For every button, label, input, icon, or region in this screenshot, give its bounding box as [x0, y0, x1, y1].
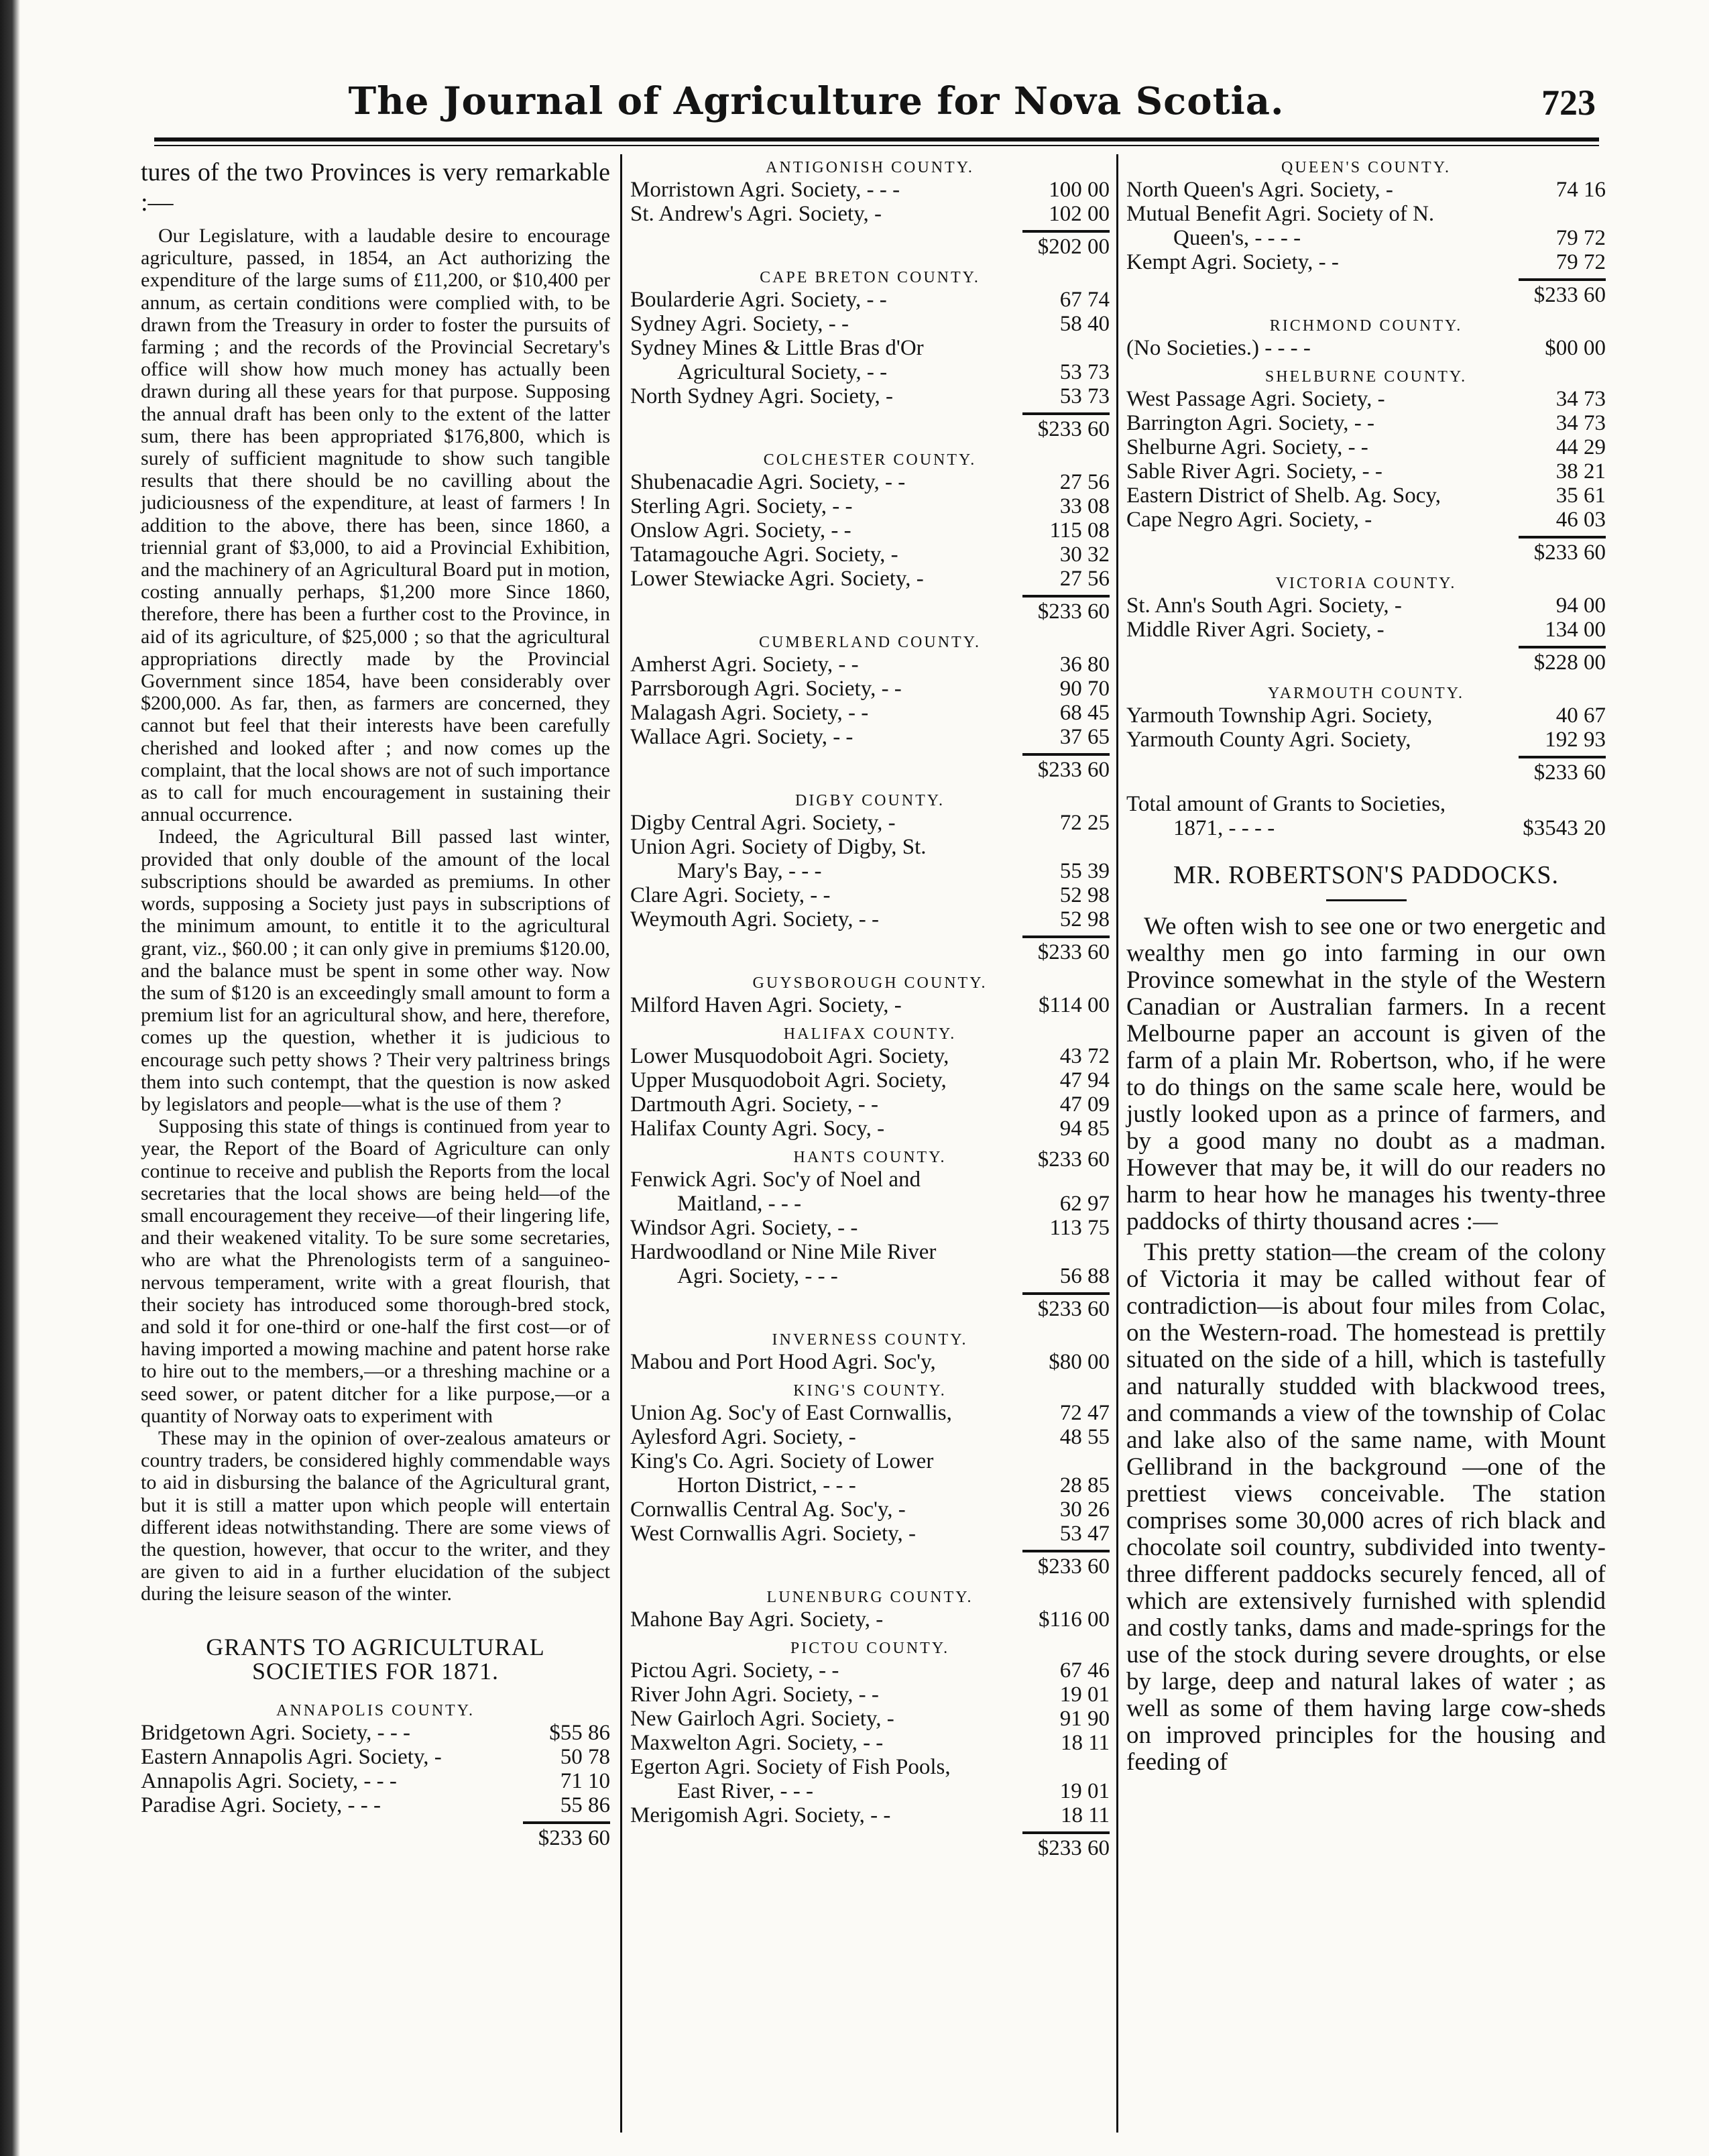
- county-name: VICTORIA COUNTY.: [1275, 575, 1457, 592]
- grand-total-label: Total amount of Grants to Societies,: [1126, 792, 1446, 816]
- column-left: [141, 158, 610, 1852]
- grant-amount: 79 72: [1555, 250, 1606, 274]
- grant-amount: 43 72: [1059, 1044, 1110, 1068]
- grant-table: [1126, 387, 1606, 532]
- grant-row: [630, 1779, 1110, 1803]
- grant-row: [1126, 703, 1606, 728]
- society-name: Merigomish Agri. Society, - -: [630, 1803, 891, 1827]
- grant-row: [630, 993, 1110, 1017]
- grant-amount: 46 03: [1555, 508, 1606, 532]
- society-name: Clare Agri. Society, - -: [630, 883, 831, 907]
- grant-row: [141, 1769, 610, 1793]
- grant-row: [1126, 508, 1606, 532]
- grant-amount: 50 78: [560, 1744, 610, 1769]
- grant-amount: 52 98: [1059, 883, 1110, 907]
- grant-amount: [1022, 1449, 1110, 1473]
- grand-total: [1126, 792, 1606, 840]
- grant-row: [141, 1721, 610, 1745]
- grand-total-amount: $3543 20: [1523, 816, 1606, 840]
- society-name: King's Co. Agri. Society of Lower: [630, 1449, 934, 1473]
- grant-amount: 18 11: [1060, 1731, 1110, 1755]
- county-name: HALIFAX COUNTY.: [783, 1025, 957, 1043]
- county-total: $233 60: [1533, 283, 1606, 307]
- society-name: Horton District, - - -: [677, 1473, 856, 1497]
- grant-amount: 192 93: [1545, 728, 1606, 752]
- grant-row: [630, 360, 1110, 384]
- grant-amount: 56 88: [1059, 1264, 1110, 1288]
- grant-row: [1126, 336, 1606, 360]
- grant-amount: 55 39: [1059, 859, 1110, 883]
- grant-row: [630, 677, 1110, 701]
- county-name: CUMBERLAND COUNTY.: [759, 634, 981, 651]
- grant-row: [630, 1092, 1110, 1117]
- society-name: Mabou and Port Hood Agri. Soc'y,: [630, 1350, 936, 1374]
- county-block: [1126, 158, 1606, 309]
- grant-row: [1126, 435, 1606, 459]
- county-block: [630, 1147, 1110, 1323]
- grant-row: [630, 178, 1110, 202]
- grant-amount: 47 94: [1059, 1068, 1110, 1092]
- county-block: [630, 450, 1110, 626]
- grant-amount: 100 00: [1049, 178, 1110, 202]
- grant-amount: $116 00: [1038, 1607, 1110, 1632]
- grant-row: [630, 336, 1110, 360]
- grant-amount: 19 01: [1059, 1779, 1110, 1803]
- society-name: West Cornwallis Agri. Society, -: [630, 1522, 916, 1546]
- county-name: COLCHESTER COUNTY.: [763, 451, 977, 469]
- grant-amount: 30 32: [1059, 543, 1110, 567]
- society-name: Boularderie Agri. Society, - -: [630, 288, 887, 312]
- county-block: [630, 632, 1110, 784]
- county-block: [630, 1638, 1110, 1862]
- grant-amount: 35 61: [1555, 484, 1606, 508]
- grant-amount: 71 10: [560, 1768, 610, 1793]
- society-name: Union Agri. Society of Digby, St.: [630, 835, 927, 859]
- county-total: $233 60: [1037, 1836, 1110, 1860]
- grant-amount: 33 08: [1059, 494, 1110, 518]
- society-name: Egerton Agri. Society of Fish Pools,: [630, 1755, 951, 1779]
- county-total: $233 60: [538, 1825, 610, 1850]
- grant-amount: 58 40: [1059, 312, 1110, 336]
- grant-row: [1126, 618, 1606, 642]
- grant-row: [630, 1350, 1110, 1374]
- society-name: Eastern Annapolis Agri. Society, -: [141, 1744, 442, 1769]
- county-total: $233 60: [1037, 417, 1110, 441]
- county-block: [630, 973, 1110, 1017]
- grant-amount: $114 00: [1038, 993, 1110, 1017]
- county-name: ANNAPOLIS COUNTY.: [276, 1701, 475, 1719]
- society-name: Yarmouth County Agri. Society,: [1126, 728, 1411, 752]
- society-name: Lower Stewiacke Agri. Society, -: [630, 567, 924, 591]
- paragraph: Indeed, the Agricultural Bill passed last winter, provided that only double of the amount of the local subscriptions should be awarded as premiums. In other words, supposing a Society just pays in subscriptions of the minimum amount, to entitle it to the agricultural grant, viz., $60.00 ; it can only give in premiums $120.00, and the balance must be spent in some other way. Now the sum of $120 is an exceedingly small amount to form a premium list for an agricultural show, and here, therefore, comes up the question, whether it is judicious to encourage such petty shows ? Their very paltriness brings them into such contempt, that the question is now asked by legislators and people—what is the use of them ?: [141, 826, 610, 1115]
- grant-row: [630, 494, 1110, 518]
- grant-amount: 52 98: [1059, 907, 1110, 931]
- grant-row: [630, 1607, 1110, 1632]
- grant-row: [630, 470, 1110, 494]
- society-name: Amherst Agri. Society, - -: [630, 653, 859, 677]
- grants-list: [630, 158, 1110, 1862]
- society-name: Upper Musquodoboit Agri. Society,: [630, 1068, 947, 1092]
- grants-list: [1126, 158, 1606, 787]
- society-name: Bridgetown Agri. Society, - - -: [141, 1720, 411, 1745]
- grant-table: [630, 1350, 1110, 1374]
- county-name: LUNENBURG COUNTY.: [766, 1589, 974, 1606]
- grant-amount: 34 73: [1555, 411, 1606, 435]
- society-name: Windsor Agri. Society, - -: [630, 1216, 858, 1240]
- society-name: Sydney Mines & Little Bras d'Or: [630, 336, 924, 360]
- county-total: $233 60: [1037, 1297, 1110, 1321]
- grant-amount: 91 90: [1059, 1707, 1110, 1731]
- grant-amount: 79 72: [1555, 226, 1606, 250]
- grant-row: [630, 907, 1110, 931]
- grant-row: [1126, 728, 1606, 752]
- society-name: Middle River Agri. Society, -: [1126, 618, 1384, 642]
- grants-heading: GRANTS TO AGRICULTURAL SOCIETIES FOR 1871.: [206, 1633, 545, 1685]
- grant-table: [630, 1044, 1110, 1141]
- grant-table: [630, 993, 1110, 1017]
- grant-table: [630, 1168, 1110, 1288]
- grant-row: [1126, 226, 1606, 250]
- grand-total-year: 1871, - - - -: [1173, 816, 1275, 840]
- county-total: $233 60: [1037, 940, 1110, 964]
- county-block: [630, 1330, 1110, 1374]
- article-body: [141, 225, 610, 1605]
- grant-row: [630, 1473, 1110, 1497]
- grant-amount: 27 56: [1059, 470, 1110, 494]
- society-name: New Gairloch Agri. Society, -: [630, 1707, 894, 1731]
- society-name: Paradise Agri. Society, - - -: [141, 1793, 381, 1817]
- grant-table: [1126, 703, 1606, 752]
- grant-amount: 113 75: [1049, 1216, 1110, 1240]
- grant-amount: $55 86: [549, 1720, 610, 1745]
- county-block: [1126, 316, 1606, 360]
- society-name: Fenwick Agri. Soc'y of Noel and: [630, 1168, 921, 1192]
- county-total: $233 60: [1533, 760, 1606, 785]
- grant-row: [1126, 411, 1606, 435]
- paragraph: This pretty station—the cream of the colony of Victoria it may be called without fear of contradiction—is about four miles from Colac, on the Western-road. The homestead is prettily situated on the side of a hill, which is tastefully and naturally studded with blackwood trees, and commands a view of the township of Colac and lake also of the same name, with Mount Gellibrand in the background —one of the prettiest views conceivable. The station comprises some 30,000 acres of rich black and chocolate soil country, subdivided into twenty-three different paddocks securely fenced, all of which are extensively furnished with splendid and costly tanks, dams and made-springs for the use of the stock during severe droughts, or else by large, deep and natural lakes of water ; as well as some of them having large cow-sheds on improved principles for the housing and feeding of: [1126, 1239, 1606, 1776]
- grant-row: [630, 1755, 1110, 1779]
- society-name: Sable River Agri. Society, - -: [1126, 459, 1382, 484]
- county-name: SHELBURNE COUNTY.: [1264, 368, 1468, 386]
- grant-amount: 62 97: [1059, 1192, 1110, 1216]
- column-divider: [1116, 154, 1118, 2133]
- heading-rule: [1326, 899, 1407, 901]
- society-name: Aylesford Agri. Society, -: [630, 1425, 856, 1449]
- grant-row: [630, 1731, 1110, 1755]
- society-name: Dartmouth Agri. Society, - -: [630, 1092, 878, 1117]
- society-name: Parrsborough Agri. Society, - -: [630, 677, 902, 701]
- society-name: Yarmouth Township Agri. Society,: [1126, 703, 1433, 728]
- grant-amount: 27 56: [1059, 567, 1110, 591]
- grant-table: [630, 653, 1110, 749]
- society-name: Malagash Agri. Society, - -: [630, 701, 869, 725]
- grant-row: [630, 384, 1110, 408]
- county-block: [1126, 573, 1606, 677]
- grant-amount: [1519, 202, 1606, 226]
- county-block: [141, 1701, 610, 1852]
- grant-table: [1126, 178, 1606, 274]
- grant-table: [630, 811, 1110, 931]
- county-block: [630, 268, 1110, 443]
- grant-row: [630, 312, 1110, 336]
- society-name: Annapolis Agri. Society, - - -: [141, 1768, 397, 1793]
- grant-row: [630, 1683, 1110, 1707]
- grant-amount: 44 29: [1555, 435, 1606, 459]
- society-name: East River, - - -: [677, 1779, 814, 1803]
- grant-row: [630, 1240, 1110, 1264]
- grant-amount: 102 00: [1049, 202, 1110, 226]
- society-name: St. Ann's South Agri. Society, -: [1126, 593, 1402, 618]
- county-name: KING'S COUNTY.: [793, 1382, 947, 1400]
- grant-table: [141, 1721, 610, 1817]
- intro-line: tures of the two Provinces is very remarkable :—: [141, 158, 610, 217]
- county-name: ANTIGONISH COUNTY.: [766, 159, 974, 176]
- grant-row: [630, 1192, 1110, 1216]
- grant-amount: 18 11: [1060, 1803, 1110, 1827]
- grant-row: [630, 859, 1110, 883]
- grant-row: [630, 835, 1110, 859]
- grant-row: [1126, 484, 1606, 508]
- grant-amount: 67 46: [1059, 1658, 1110, 1683]
- county-name: INVERNESS COUNTY.: [772, 1331, 968, 1349]
- grant-amount: 37 65: [1059, 725, 1110, 749]
- grant-row: [630, 653, 1110, 677]
- page-binding-edge: [0, 0, 20, 2156]
- grant-amount: $00 00: [1545, 336, 1606, 360]
- society-name: Cape Negro Agri. Society, -: [1126, 508, 1372, 532]
- county-total: $233 60: [1037, 600, 1110, 624]
- grant-row: [630, 1707, 1110, 1731]
- grant-row: [630, 725, 1110, 749]
- grant-table: [630, 1658, 1110, 1827]
- society-name: North Queen's Agri. Society, -: [1126, 178, 1393, 202]
- grant-row: [630, 543, 1110, 567]
- grant-amount: 53 73: [1059, 360, 1110, 384]
- paragraph: Our Legislature, with a laudable desire to encourage agriculture, passed, in 1854, an Act authorizing the expenditure of the large sums of £11,200, or $10,400 per annum, as certain conditions were complied with, to be drawn from the Treasury in order to foster the pursuits of farming ; and the records of the Provincial Secretary's office will show how much money has actually been drawn during all these years for that purpose. Supposing the annual draft has been only to the extent of the latter sum, there has been appropriated $176,800, which is surely of sufficient magnitude to show such tangible results that there should be no cavilling about the judiciousness of the expenditure, at least of farmers ! In addition to the above, there has been, since 1860, a triennial grant of $3,000, to aid a Provincial Exhibition, and the machinery of an Agricultural Board put in motion, costing annually perhaps, $1,200 more Since 1860, therefore, there has been a further cost to the Province, in aid of its agriculture, of $25,000 ; so that the agricultural appropriations directly made by the Provincial Government since 1854, have been considerably over $200,000. As far, then, as farmers are concerned, they cannot but feel that their interests have been carefully cherished and looked after ; and now comes up the complaint, that the local shows are not of such importance as to call for much encouragement in sustaining their annual occurrence.: [141, 225, 610, 826]
- grant-amount: 48 55: [1059, 1425, 1110, 1449]
- grant-table: [630, 178, 1110, 226]
- grant-amount: 68 45: [1059, 701, 1110, 725]
- society-name: Union Ag. Soc'y of East Cornwallis,: [630, 1401, 952, 1425]
- column-right: [1126, 158, 1606, 1776]
- society-name: Sterling Agri. Society, - -: [630, 494, 853, 518]
- header-rule-thin: [154, 145, 1599, 146]
- column-divider: [620, 154, 622, 2133]
- article-body: [1126, 913, 1606, 1776]
- grant-amount: 72 25: [1059, 811, 1110, 835]
- society-name: West Passage Agri. Society, -: [1126, 387, 1385, 411]
- grant-amount: 40 67: [1555, 703, 1606, 728]
- society-name: Mahone Bay Agri. Society, -: [630, 1607, 884, 1632]
- grant-amount: 30 26: [1059, 1497, 1110, 1522]
- grant-amount: [1022, 1755, 1110, 1779]
- county-name: DIGBY COUNTY.: [794, 792, 945, 809]
- society-name: Maxwelton Agri. Society, - -: [630, 1731, 884, 1755]
- county-name: CAPE BRETON COUNTY.: [760, 269, 980, 286]
- society-name: Tatamagouche Agri. Society, -: [630, 543, 898, 567]
- grant-table: [630, 1607, 1110, 1632]
- grant-row: [1126, 593, 1606, 618]
- grant-row: [630, 1401, 1110, 1425]
- grant-table: [630, 1401, 1110, 1546]
- journal-title: The Journal of Agriculture for Nova Scotia.: [348, 79, 1285, 123]
- society-name: Hardwoodland or Nine Mile River: [630, 1240, 937, 1264]
- column-middle: [630, 158, 1110, 1862]
- grant-amount: 53 47: [1059, 1522, 1110, 1546]
- grant-row: [630, 1449, 1110, 1473]
- grant-amount: 134 00: [1545, 618, 1606, 642]
- grant-table: [630, 288, 1110, 408]
- county-total: $202 00: [1037, 235, 1110, 259]
- county-total: $233 60: [1533, 541, 1606, 565]
- grant-row: [630, 1068, 1110, 1092]
- grant-row: [1126, 250, 1606, 274]
- county-block: [630, 158, 1110, 261]
- county-name: YARMOUTH COUNTY.: [1268, 685, 1464, 702]
- county-total: $233 60: [1037, 758, 1110, 782]
- society-name: River John Agri. Society, - -: [630, 1683, 879, 1707]
- county-block: [630, 1024, 1110, 1141]
- county-name: HANTS COUNTY.: [793, 1149, 947, 1166]
- county-block: [1126, 683, 1606, 787]
- society-name: Mutual Benefit Agri. Society of N.: [1126, 202, 1435, 226]
- grant-amount: 36 80: [1059, 653, 1110, 677]
- grant-amount: 28 85: [1059, 1473, 1110, 1497]
- grant-amount: 34 73: [1555, 387, 1606, 411]
- county-name: PICTOU COUNTY.: [790, 1640, 950, 1657]
- society-name: Agricultural Society, - -: [677, 360, 888, 384]
- society-name: Halifax County Agri. Socy, -: [630, 1117, 885, 1141]
- grant-amount: [1022, 1240, 1110, 1264]
- society-name: Barrington Agri. Society, - -: [1126, 411, 1374, 435]
- society-name: Morristown Agri. Society, - - -: [630, 178, 900, 202]
- county-name: RICHMOND COUNTY.: [1269, 317, 1463, 335]
- county-total: $228 00: [1533, 650, 1606, 675]
- grant-row: [141, 1793, 610, 1817]
- grant-amount: 53 73: [1059, 384, 1110, 408]
- grant-amount: 74 16: [1555, 178, 1606, 202]
- society-name: Eastern District of Shelb. Ag. Socy,: [1126, 484, 1441, 508]
- grant-amount: 115 08: [1049, 518, 1110, 543]
- paragraph: These may in the opinion of over-zealous amateurs or country traders, be considered highly commendable ways to aid in disbursing the balance of the Agricultural grant, but it is still a matter upon which people will entertain different ideas notwithstanding. There are some views of the question, however, that occur to the writer, and they are given to aid in a further elucidation of the subject during the leisure season of the winter.: [141, 1426, 610, 1605]
- grant-row: [630, 518, 1110, 543]
- society-name: Agri. Society, - - -: [677, 1264, 838, 1288]
- society-name: Sydney Agri. Society, - -: [630, 312, 849, 336]
- grant-row: [630, 701, 1110, 725]
- society-name: Mary's Bay, - - -: [677, 859, 822, 883]
- page-number: 723: [1541, 82, 1596, 123]
- grant-amount: $80 00: [1049, 1350, 1110, 1374]
- running-header: [144, 79, 1602, 133]
- grant-table: [630, 470, 1110, 591]
- society-name: Digby Central Agri. Society, -: [630, 811, 896, 835]
- society-name: St. Andrew's Agri. Society, -: [630, 202, 882, 226]
- society-name: Onslow Agri. Society, - -: [630, 518, 851, 543]
- society-name: Shubenacadie Agri. Society, - -: [630, 470, 906, 494]
- grant-amount: 55 86: [560, 1793, 610, 1817]
- header-rule-thick: [154, 137, 1599, 141]
- society-name: Cornwallis Central Ag. Soc'y, -: [630, 1497, 906, 1522]
- grant-row: [630, 1658, 1110, 1683]
- grant-amount: 72 47: [1059, 1401, 1110, 1425]
- grant-row: [1126, 178, 1606, 202]
- grant-row: [630, 1497, 1110, 1522]
- county-name: GUYSBOROUGH COUNTY.: [752, 974, 988, 992]
- grant-table: [1126, 336, 1606, 360]
- grant-amount: 94 85: [1059, 1117, 1110, 1141]
- grant-row: [1126, 387, 1606, 411]
- society-name: Milford Haven Agri. Society, -: [630, 993, 902, 1017]
- grant-row: [630, 202, 1110, 226]
- grant-table: [1126, 593, 1606, 642]
- grant-amount: [1022, 835, 1110, 859]
- society-name: Kempt Agri. Society, - -: [1126, 250, 1339, 274]
- paragraph: We often wish to see one or two energetic and wealthy men go into farming in our own Province somewhat in the style of the Western Canadian or Australian farmers. In a recent Melbourne paper an account is given of the farm of a plain Mr. Robertson, who, if he were to do things on the same scale here, would be justly looked upon as a prince of farmers, and by a good many no doubt as a madman. However that may be, it will do our readers no harm to hear how he manages his twenty-three paddocks of thirty thousand acres :—: [1126, 913, 1606, 1235]
- grant-amount: 47 09: [1059, 1092, 1110, 1117]
- grant-row: [630, 1803, 1110, 1827]
- grant-row: [141, 1745, 610, 1769]
- society-name: Lower Musquodoboit Agri. Society,: [630, 1044, 949, 1068]
- society-name: Weymouth Agri. Society, - -: [630, 907, 879, 931]
- county-name: QUEEN'S COUNTY.: [1281, 159, 1451, 176]
- society-name: Shelburne Agri. Society, - -: [1126, 435, 1368, 459]
- article-heading: MR. ROBERTSON'S PADDOCKS.: [1173, 861, 1559, 889]
- grant-row: [630, 883, 1110, 907]
- society-name: (No Societies.) - - - -: [1126, 336, 1311, 360]
- county-block: [630, 1381, 1110, 1581]
- grant-amount: 38 21: [1555, 459, 1606, 484]
- grant-row: [630, 1216, 1110, 1240]
- society-name: Wallace Agri. Society, - -: [630, 725, 853, 749]
- grant-amount: 90 70: [1059, 677, 1110, 701]
- grant-row: [630, 1425, 1110, 1449]
- grant-row: [630, 288, 1110, 312]
- grant-amount: 19 01: [1059, 1683, 1110, 1707]
- society-name: Pictou Agri. Society, - -: [630, 1658, 839, 1683]
- grant-row: [630, 1117, 1110, 1141]
- grant-row: [630, 811, 1110, 835]
- county-block: [630, 1587, 1110, 1632]
- society-name: Maitland, - - -: [677, 1192, 802, 1216]
- grant-row: [630, 567, 1110, 591]
- grant-row: [630, 1264, 1110, 1288]
- grant-amount: 67 74: [1059, 288, 1110, 312]
- county-block: [1126, 367, 1606, 567]
- grant-row: [1126, 202, 1606, 226]
- grants-list: [141, 1701, 610, 1852]
- county-total: $233 60: [1037, 1554, 1110, 1579]
- society-name: Queen's, - - - -: [1173, 226, 1301, 250]
- grant-amount: [1022, 336, 1110, 360]
- society-name: North Sydney Agri. Society, -: [630, 384, 893, 408]
- county-block: [630, 791, 1110, 966]
- grant-row: [1126, 459, 1606, 484]
- grant-amount: 94 00: [1555, 593, 1606, 618]
- grant-row: [630, 1522, 1110, 1546]
- paragraph: Supposing this state of things is continued from year to year, the Report of the Board of Agriculture can only continue to receive and publish the Reports from the local secretaries that the local shows are being held—of the small encouragement they receive—of their lingering life, and their weakened vitality. To be sure some secretaries, who are what the Phrenologists term of a sanguineo-nervous temperament, write with a great flourish, that their society has introduced some thorough-bred stock, and sold it for one-third or one-half the first cost—or of having imported a mowing machine and patent horse rake to hire out to the members,—or a threshing machine or a seed sower, or patent ditcher for a like purpose,—or a quantity of Norway oats to experiment with: [141, 1115, 610, 1427]
- grant-row: [630, 1044, 1110, 1068]
- county-total-inline: $233 60: [1037, 1147, 1110, 1172]
